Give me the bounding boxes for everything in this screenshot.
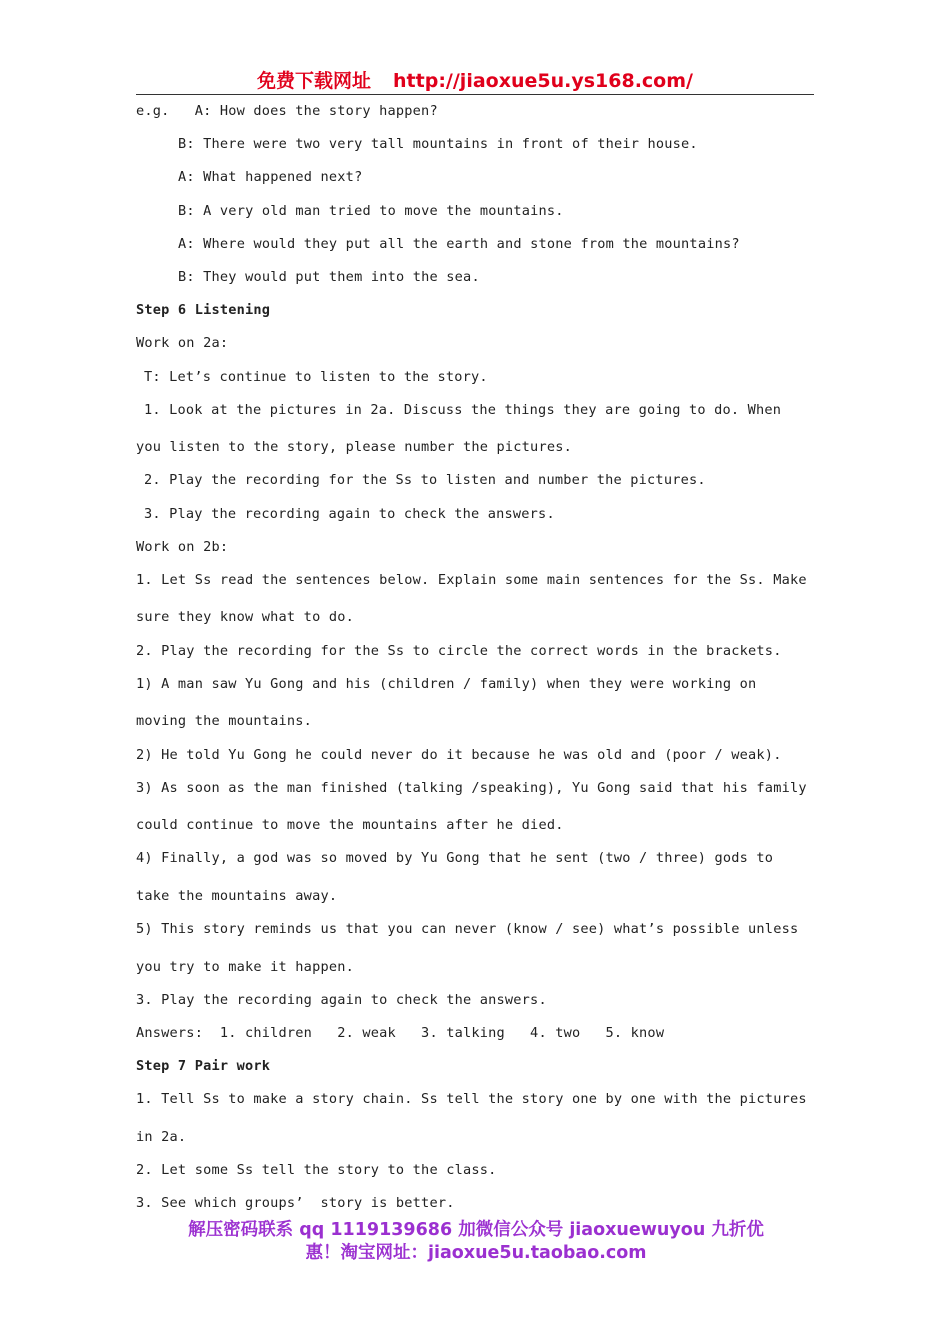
pair-3: 3. See which groups’ story is better.: [136, 1195, 455, 1212]
teacher-line: T: Let’s continue to listen to the story.: [144, 368, 488, 385]
task-1b: sure they know what to do.: [136, 609, 354, 626]
task-1a: 1. Let Ss read the sentences below. Explain some main sentences for the Ss. Make: [136, 571, 807, 588]
task-3: 3. Play the recording again to check the answers.: [136, 991, 547, 1008]
work-2b-label: Work on 2b:: [136, 538, 229, 555]
page-footer: [136, 1219, 816, 1265]
header-url[interactable]: http://jiaoxue5u.ys168.com/: [393, 70, 693, 92]
sentence-5b: you try to make it happen.: [136, 958, 354, 975]
document-body: [136, 99, 816, 1224]
example-line-b1: B: There were two very tall mountains in front of their house.: [178, 136, 698, 153]
answers-line: Answers: 1. children 2. weak 3. talking 4. two 5. know: [136, 1024, 665, 1041]
task-2: 2. Play the recording for the Ss to circle the correct words in the brackets.: [136, 642, 782, 659]
work-2a-label: Work on 2a:: [136, 335, 229, 352]
example-line-a3: A: Where would they put all the earth and stone from the mountains?: [178, 235, 740, 252]
example-line-a1: e.g. A: How does the story happen?: [136, 103, 438, 119]
example-line-b3: B: They would put them into the sea.: [178, 268, 480, 285]
sentence-4a: 4) Finally, a god was so moved by Yu Gong that he sent (two / three) gods to: [136, 850, 774, 867]
sentence-5a: 5) This story reminds us that you can never (know / see) what’s possible unless: [136, 921, 799, 938]
sentence-2: 2) He told Yu Gong he could never do it because he was old and (poor / weak).: [136, 746, 782, 763]
pair-1b: in 2a.: [136, 1128, 187, 1145]
procedure-2: 2. Play the recording for the Ss to listen and number the pictures.: [144, 472, 706, 489]
footer-line-1: 解压密码联系 qq 1119139686 加微信公众号 jiaoxuewuyou 九折优: [188, 1220, 764, 1240]
footer-line-2[interactable]: 惠！淘宝网址：jiaoxue5u.taobao.com: [305, 1243, 647, 1263]
example-line-a2: A: What happened next?: [178, 169, 363, 186]
header-title: 免费下载网址: [257, 70, 372, 92]
sentence-1a: 1) A man saw Yu Gong and his (children / family) when they were working on: [136, 675, 757, 692]
pair-2: 2. Let some Ss tell the story to the class.: [136, 1162, 497, 1178]
pair-1a: 1. Tell Ss to make a story chain. Ss tell the story one by one with the pictures: [136, 1091, 807, 1108]
page-header: [136, 66, 814, 95]
sentence-4b: take the mountains away.: [136, 887, 338, 904]
procedure-1b: you listen to the story, please number the pictures.: [136, 439, 572, 456]
step6-heading: Step 6 Listening: [136, 302, 271, 319]
sentence-1b: moving the mountains.: [136, 713, 313, 730]
example-line-b2: B: A very old man tried to move the mountains.: [178, 202, 564, 219]
procedure-3: 3. Play the recording again to check the answers.: [144, 505, 555, 522]
procedure-1a: 1. Look at the pictures in 2a. Discuss the things they are going to do. When: [144, 401, 782, 418]
sentence-3b: could continue to move the mountains after he died.: [136, 817, 564, 834]
sentence-3a: 3) As soon as the man finished (talking /speaking), Yu Gong said that his family: [136, 779, 807, 796]
step7-heading: Step 7 Pair work: [136, 1058, 271, 1075]
